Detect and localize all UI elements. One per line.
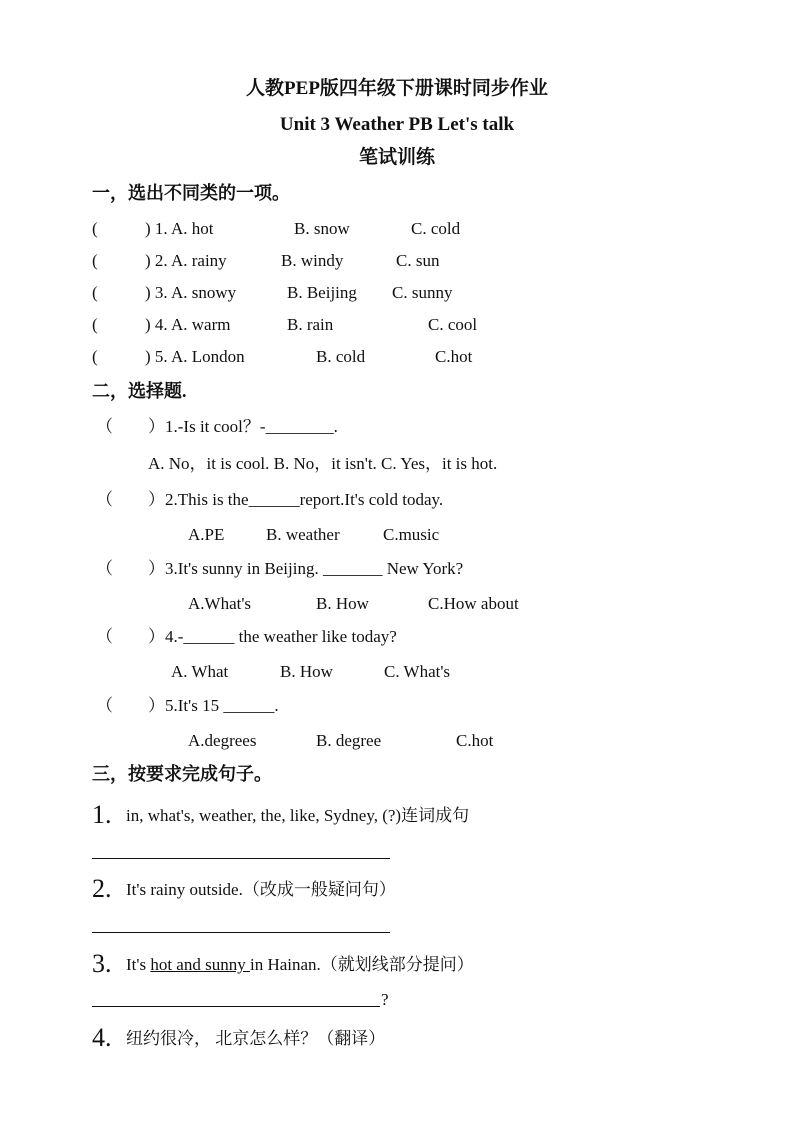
instruction-text: in, what's, weather, the, like, Sydney, (?)连词成句 [126, 806, 470, 825]
question-mark: ? [381, 990, 389, 1009]
item-number: 3. [92, 949, 112, 978]
answer-paren[interactable]: ( [92, 219, 98, 238]
underlined-phrase: hot and sunny [150, 955, 250, 974]
question-option-a: A. What [171, 662, 229, 681]
answer-line[interactable] [92, 932, 390, 933]
question-option-c: C.hot [456, 731, 494, 750]
question-option-b: B. degree [316, 731, 382, 750]
question-option-c: C. cool [428, 315, 478, 334]
answer-paren[interactable]: ( [92, 347, 98, 366]
question-option-a: A.degrees [188, 731, 257, 750]
question-option-c: C. sun [396, 251, 440, 270]
question-option-c: C.music [383, 525, 440, 544]
answer-paren[interactable]: （ [96, 417, 113, 436]
question-option-b: B. cold [316, 347, 366, 366]
question-option-b: B. rain [287, 315, 334, 334]
question-option-b: B. How [280, 662, 333, 681]
question-option-c: C. sunny [392, 283, 453, 302]
question-option-a: ) 5. A. London [145, 347, 245, 366]
answer-paren[interactable]: （ [96, 559, 113, 578]
section-2-heading: 二，选择题. [92, 381, 187, 401]
answer-paren[interactable]: （ [96, 696, 113, 715]
question-option-b: B. snow [294, 219, 350, 238]
question-option-a: A.PE [188, 525, 225, 544]
section-3-heading: 三，按要求完成句子。 [92, 764, 272, 784]
question-text: ）2.This is the______report.It's cold today. [148, 490, 444, 509]
question-option-b: B. weather [266, 525, 340, 544]
question-text: ）3.It's sunny in Beijing. _______ New York? [148, 559, 464, 578]
page-title: 人教PEP版四年级下册课时同步作业 [246, 78, 548, 99]
answer-line[interactable] [92, 858, 390, 859]
question-option-c: C. What's [384, 662, 451, 681]
question-option-a: ) 1. A. hot [145, 219, 214, 238]
item-number: 4. [92, 1023, 112, 1052]
answer-paren[interactable]: （ [96, 627, 113, 646]
question-option-c: C.hot [435, 347, 473, 366]
answer-paren[interactable]: （ [96, 490, 113, 509]
answer-line[interactable] [92, 1006, 380, 1007]
question-text: ）4.-______ the weather like today? [148, 627, 397, 646]
instruction-prefix: It's [126, 955, 151, 974]
question-option-b: B. windy [281, 251, 344, 270]
instruction-text: It's rainy outside.（改成一般疑问句） [126, 880, 396, 899]
instruction-suffix: in Hainan.（就划线部分提问） [249, 955, 474, 974]
instruction-text: 纽约很冷， 北京怎么样？（翻译） [126, 1029, 386, 1048]
answer-paren[interactable]: ( [92, 315, 98, 334]
unit-title: Unit 3 Weather PB Let's talk [279, 114, 515, 135]
question-text: ）1.-Is it cool？-________. [148, 417, 338, 436]
answer-paren[interactable]: ( [92, 283, 98, 302]
answer-paren[interactable]: ( [92, 251, 98, 270]
question-option-b: B. How [316, 594, 369, 613]
question-option-c: C. cold [411, 219, 461, 238]
section-1-heading: 一，选出不同类的一项。 [92, 183, 290, 203]
item-number: 2. [92, 874, 112, 903]
question-option-a: ) 2. A. rainy [145, 251, 227, 270]
item-number: 1. [92, 800, 112, 829]
question-options: A. No，it is cool. B. No，it isn't. C. Yes，it is hot. [148, 454, 498, 473]
exercise-subtitle: 笔试训练 [358, 147, 435, 168]
instruction-text [126, 956, 474, 973]
question-option-a: ) 3. A. snowy [145, 283, 237, 302]
question-option-a: A.What's [188, 594, 252, 613]
question-option-c: C.How about [428, 594, 519, 613]
question-option-a: ) 4. A. warm [145, 315, 231, 334]
question-text: ）5.It's 15 ______. [148, 696, 279, 715]
question-option-b: B. Beijing [287, 283, 357, 302]
